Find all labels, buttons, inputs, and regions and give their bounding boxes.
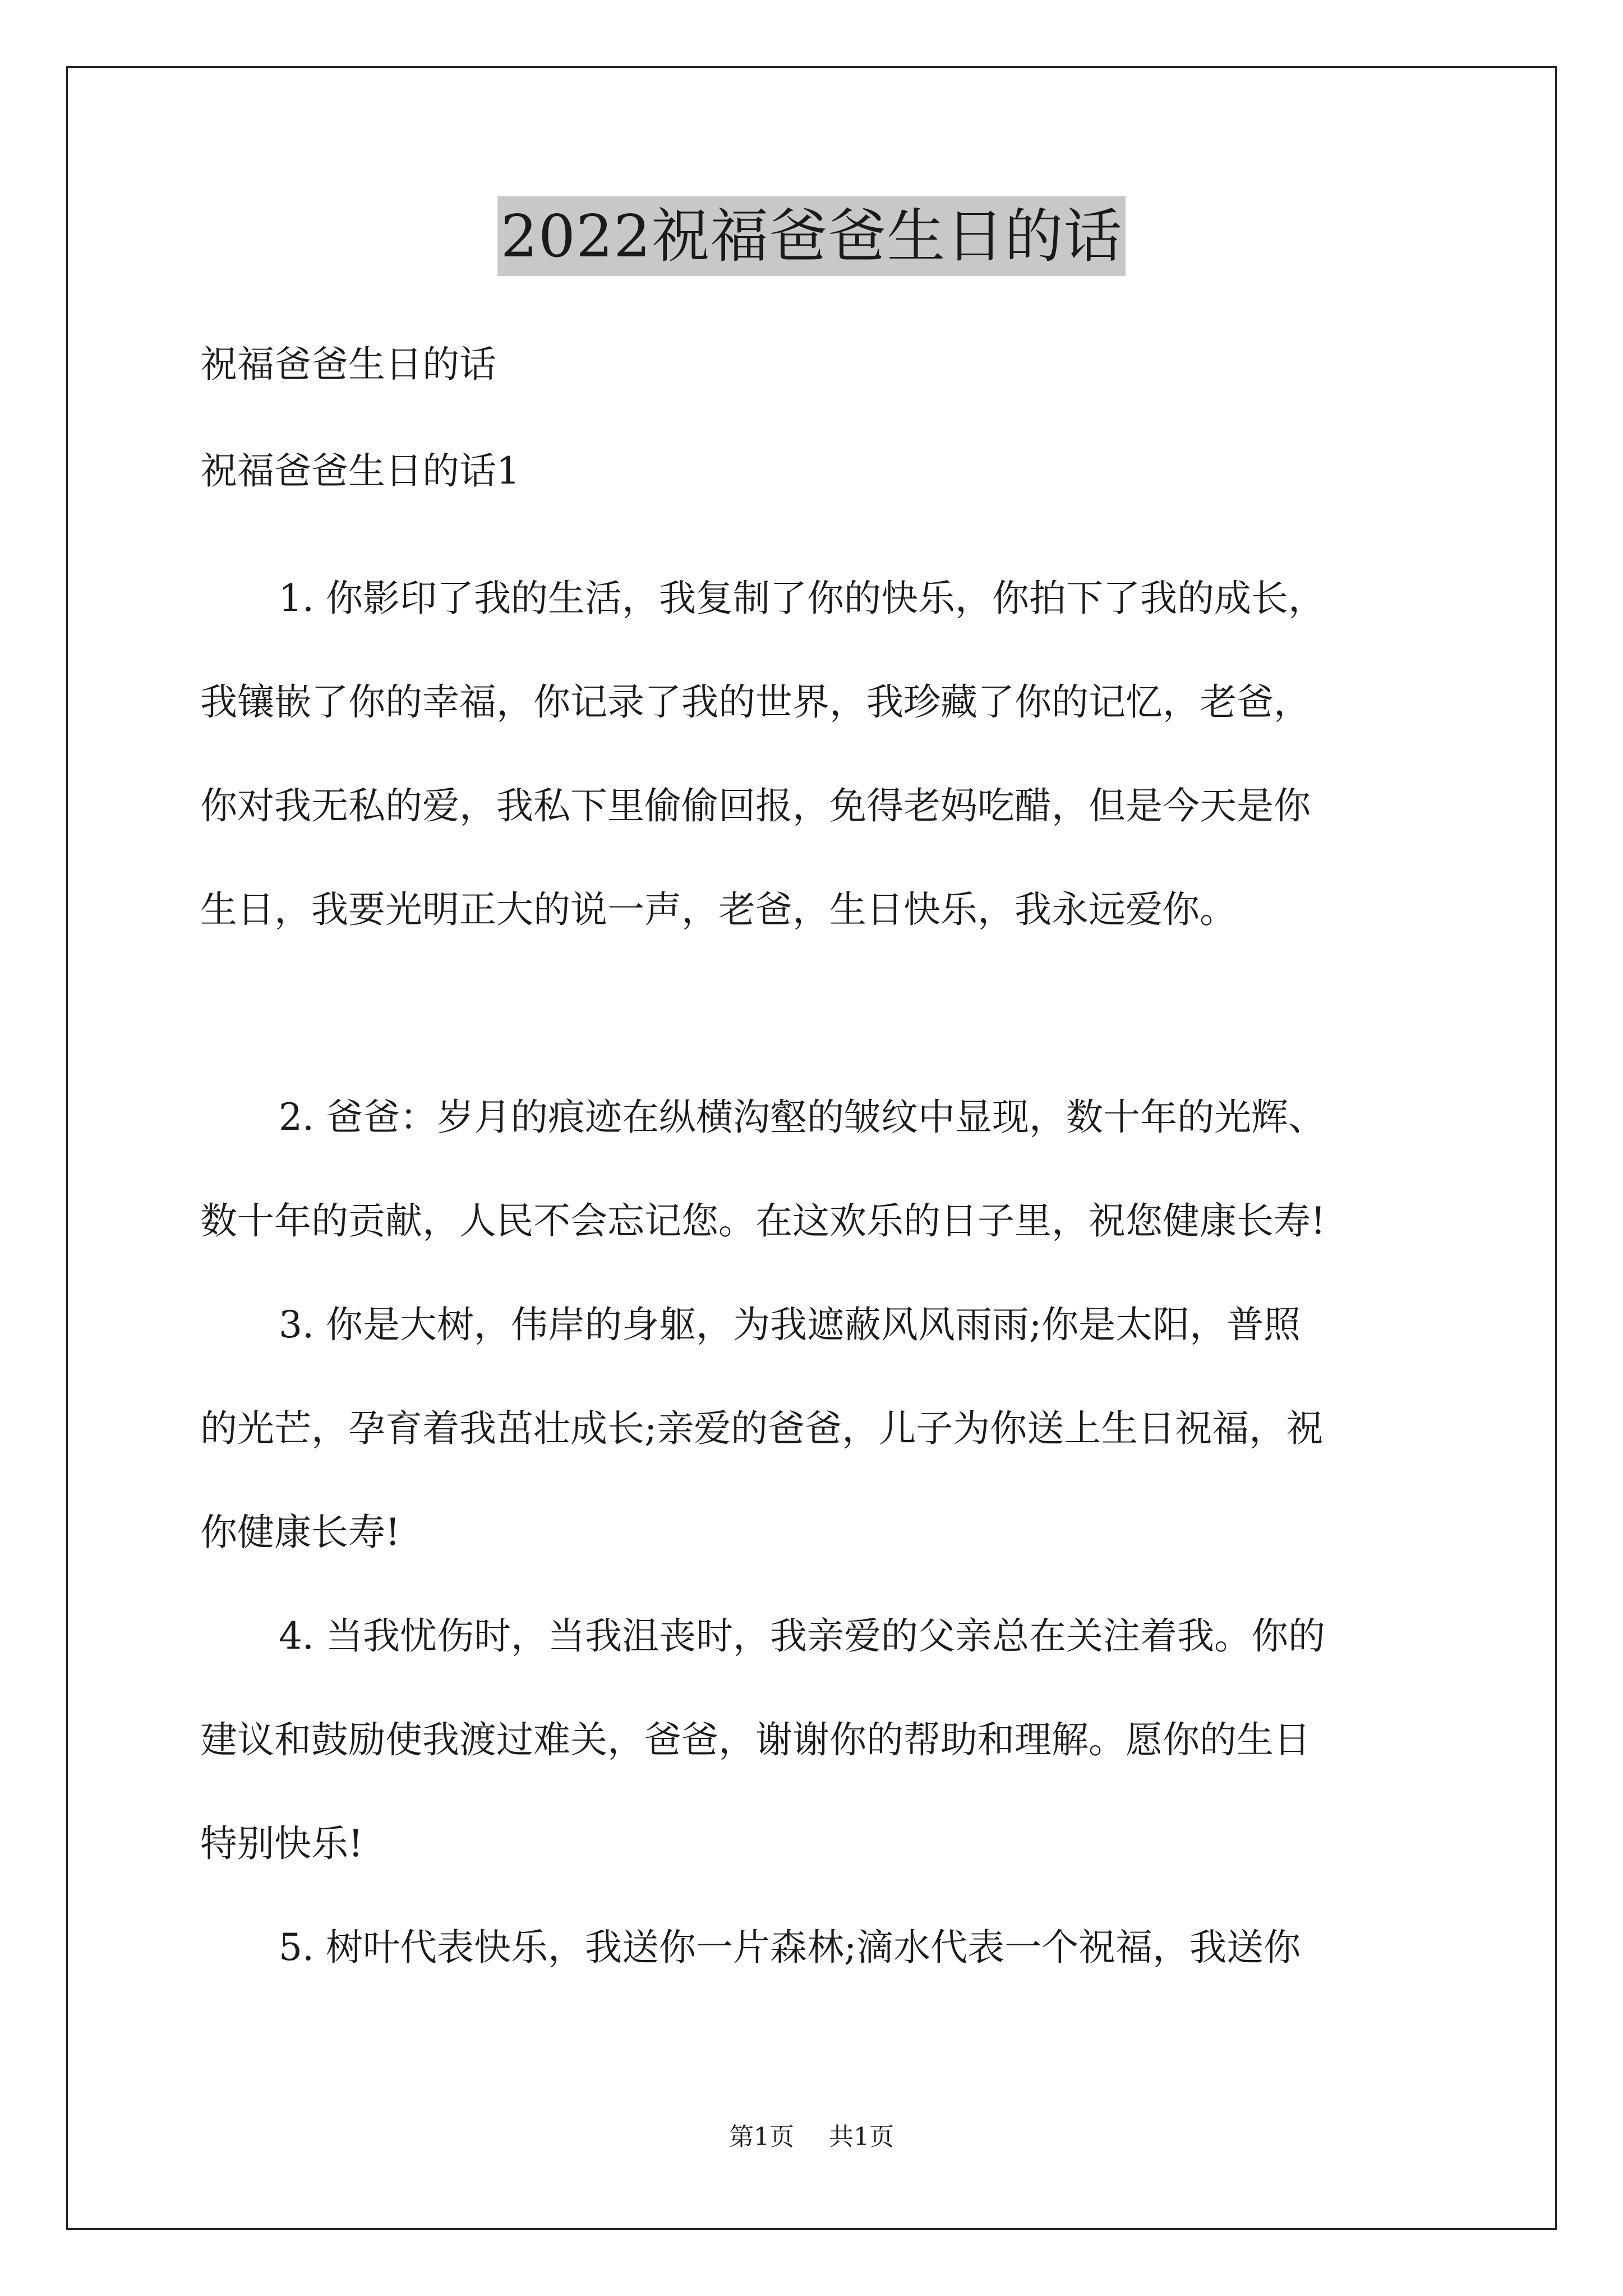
- paragraph-line: 数十年的贡献，人民不会忘记您。在这欢乐的日子里，祝您健康长寿!: [200, 1199, 1326, 1243]
- paragraph-line: 1. 你影印了我的生活，我复制了你的快乐，你拍下了我的成长，: [279, 577, 1325, 620]
- paragraph-1: [200, 546, 1434, 961]
- paragraph-line: 5. 树叶代表快乐，我送你一片森林;滴水代表一个祝福，我送你: [279, 1926, 1301, 1969]
- paragraph-3: [200, 1273, 1434, 1584]
- paragraph-gap: [200, 961, 1434, 1065]
- page-footer: [0, 2120, 1623, 2154]
- title-container: [0, 196, 1623, 276]
- paragraph-2: [200, 1065, 1434, 1273]
- page-number: 第1页: [729, 2123, 794, 2151]
- page-total: 共1页: [829, 2123, 894, 2151]
- subheading-main: 祝福爸爸生日的话: [200, 343, 496, 386]
- paragraph-line: 3. 你是大树，伟岸的身躯，为我遮蔽风风雨雨;你是太阳，普照: [279, 1303, 1301, 1346]
- document-title: 2022祝福爸爸生日的话: [497, 196, 1126, 276]
- paragraph-4: [200, 1584, 1434, 1895]
- paragraph-line: 特别快乐!: [200, 1822, 363, 1865]
- paragraph-line: 我镶嵌了你的幸福，你记录了我的世界，我珍藏了你的记忆，老爸，: [200, 680, 1311, 724]
- document-body: [200, 337, 1434, 1999]
- paragraph-line: 2. 爸爸：岁月的痕迹在纵横沟壑的皱纹中显现，数十年的光辉、: [279, 1096, 1325, 1139]
- paragraph-line: 4. 当我忧伤时，当我沮丧时，我亲爱的父亲总在关注着我。你的: [279, 1614, 1325, 1658]
- paragraph-line: 你健康长寿!: [200, 1511, 400, 1554]
- subheading-section-1: 祝福爸爸生日的话1: [200, 449, 520, 493]
- paragraph-5: [200, 1895, 1434, 1999]
- paragraph-line: 的光芒，孕育着我茁壮成长;亲爱的爸爸，儿子为你送上生日祝福，祝: [200, 1407, 1324, 1450]
- paragraph-line: 建议和鼓励使我渡过难关，爸爸，谢谢你的帮助和理解。愿你的生日: [200, 1718, 1311, 1761]
- paragraph-line: 你对我无私的爱，我私下里偷偷回报，免得老妈吃醋，但是今天是你: [200, 784, 1311, 827]
- paragraph-line: 生日，我要光明正大的说一声，老爸，生日快乐，我永远爱你。: [200, 888, 1237, 931]
